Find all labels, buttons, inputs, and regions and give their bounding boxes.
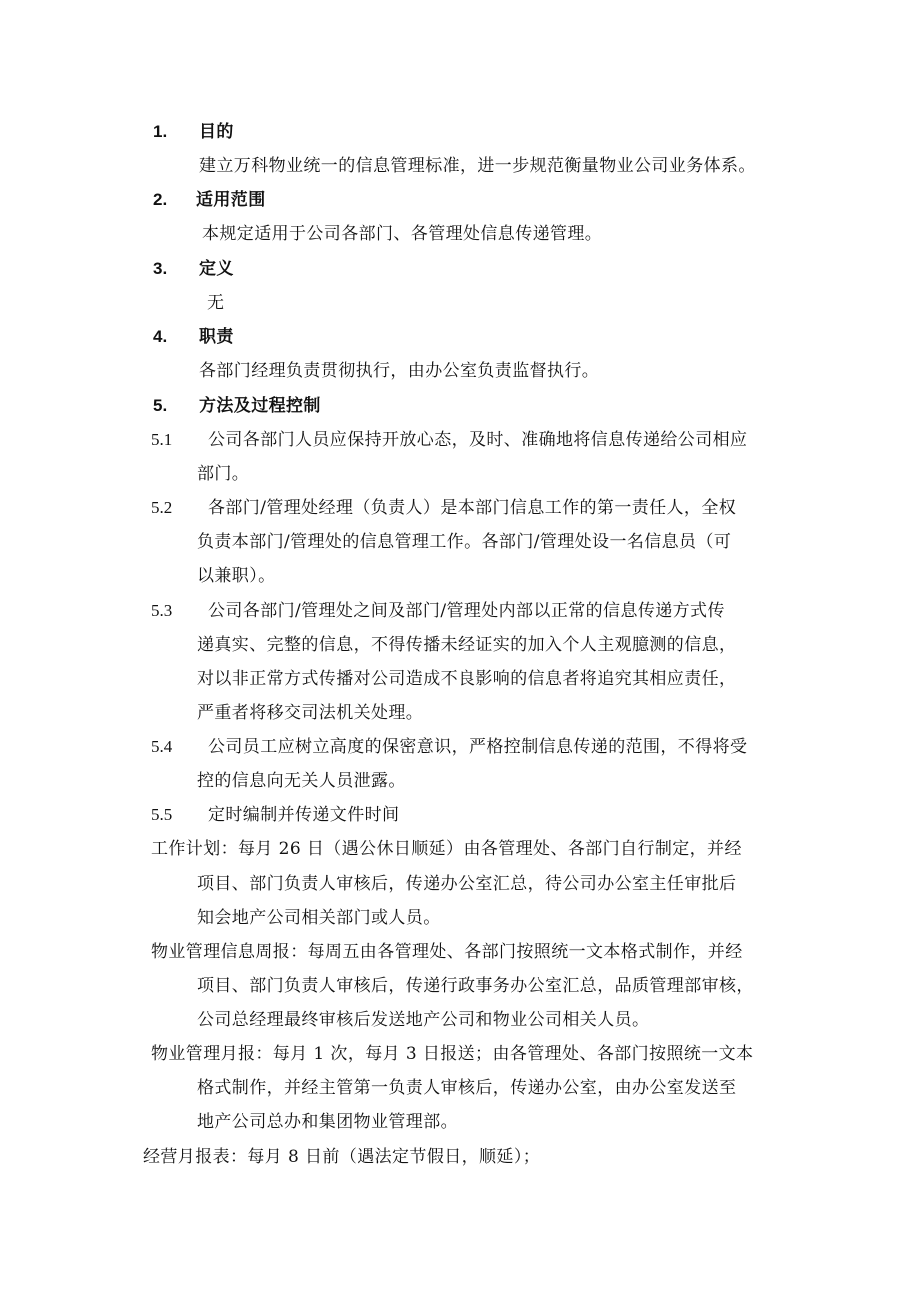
clause-number: 5.3 — [151, 601, 173, 620]
clause-line: 负责本部门/管理处的信息管理工作。各部门/管理处设一名信息员（可 — [197, 532, 732, 552]
clause-number: 5.2 — [151, 498, 173, 517]
section-body: 建立万科物业统一的信息管理标准，进一步规范衡量物业公司业务体系。 — [199, 156, 756, 176]
section-title-scope: 适用范围 — [196, 190, 266, 210]
clause-number: 5.1 — [151, 430, 173, 449]
clause-line: 部门。 — [197, 464, 250, 484]
clause-number: 5.5 — [151, 805, 173, 824]
section-number: 2. — [153, 190, 168, 209]
clause-line: 公司各部门/管理处之间及部门/管理处内部以正常的信息传递方式传 — [208, 601, 725, 621]
section-body: 无 — [207, 293, 225, 313]
clause-number: 5.4 — [151, 737, 173, 756]
schedule-line: 物业管理月报：每月 1 次，每月 3 日报送；由各管理处、各部门按照统一文本 — [151, 1044, 754, 1064]
schedule-line: 地产公司总办和集团物业管理部。 — [197, 1112, 458, 1132]
clause-line: 定时编制并传递文件时间 — [208, 805, 400, 825]
clause-line: 控的信息向无关人员泄露。 — [197, 771, 406, 791]
section-title-purpose: 目的 — [199, 122, 234, 142]
schedule-line: 工作计划：每月 26 日（遇公休日顺延）由各管理处、各部门自行制定，并经 — [151, 839, 742, 859]
clause-line: 以兼职）。 — [197, 566, 276, 586]
clause-line: 严重者将移交司法机关处理。 — [197, 703, 424, 723]
section-number: 1. — [153, 122, 168, 141]
schedule-line: 项目、部门负责人审核后，传递办公室汇总，待公司办公室主任审批后 — [197, 874, 737, 894]
section-body: 本规定适用于公司各部门、各管理处信息传递管理。 — [202, 224, 603, 244]
section-title-responsibility: 职责 — [199, 327, 234, 347]
clause-line: 公司各部门人员应保持开放心态，及时、准确地将信息传递给公司相应 — [208, 430, 748, 450]
schedule-line: 项目、部门负责人审核后，传递行政事务办公室汇总，品质管理部审核， — [197, 976, 754, 996]
section-body: 各部门经理负责贯彻执行，由办公室负责监督执行。 — [199, 361, 600, 381]
clause-line: 对以非正常方式传播对公司造成不良影响的信息者将追究其相应责任， — [197, 669, 737, 689]
section-title-definition: 定义 — [199, 259, 234, 279]
clause-line: 公司员工应树立高度的保密意识，严格控制信息传递的范围，不得将受 — [208, 737, 748, 757]
schedule-line: 物业管理信息周报：每周五由各管理处、各部门按照统一文本格式制作，并经 — [151, 942, 743, 962]
section-number: 3. — [153, 259, 168, 278]
schedule-line: 公司总经理最终审核后发送地产公司和物业公司相关人员。 — [197, 1010, 650, 1030]
schedule-line: 经营月报表：每月 8 日前（遇法定节假日，顺延）； — [143, 1147, 541, 1167]
schedule-line: 知会地产公司相关部门或人员。 — [197, 908, 441, 928]
section-title-method: 方法及过程控制 — [199, 396, 321, 416]
clause-line: 各部门/管理处经理（负责人）是本部门信息工作的第一责任人，全权 — [208, 498, 737, 518]
section-number: 4. — [153, 327, 168, 346]
clause-line: 递真实、完整的信息，不得传播未经证实的加入个人主观臆测的信息， — [197, 635, 737, 655]
section-number: 5. — [153, 396, 168, 415]
schedule-line: 格式制作，并经主管第一负责人审核后，传递办公室，由办公室发送至 — [197, 1078, 737, 1098]
